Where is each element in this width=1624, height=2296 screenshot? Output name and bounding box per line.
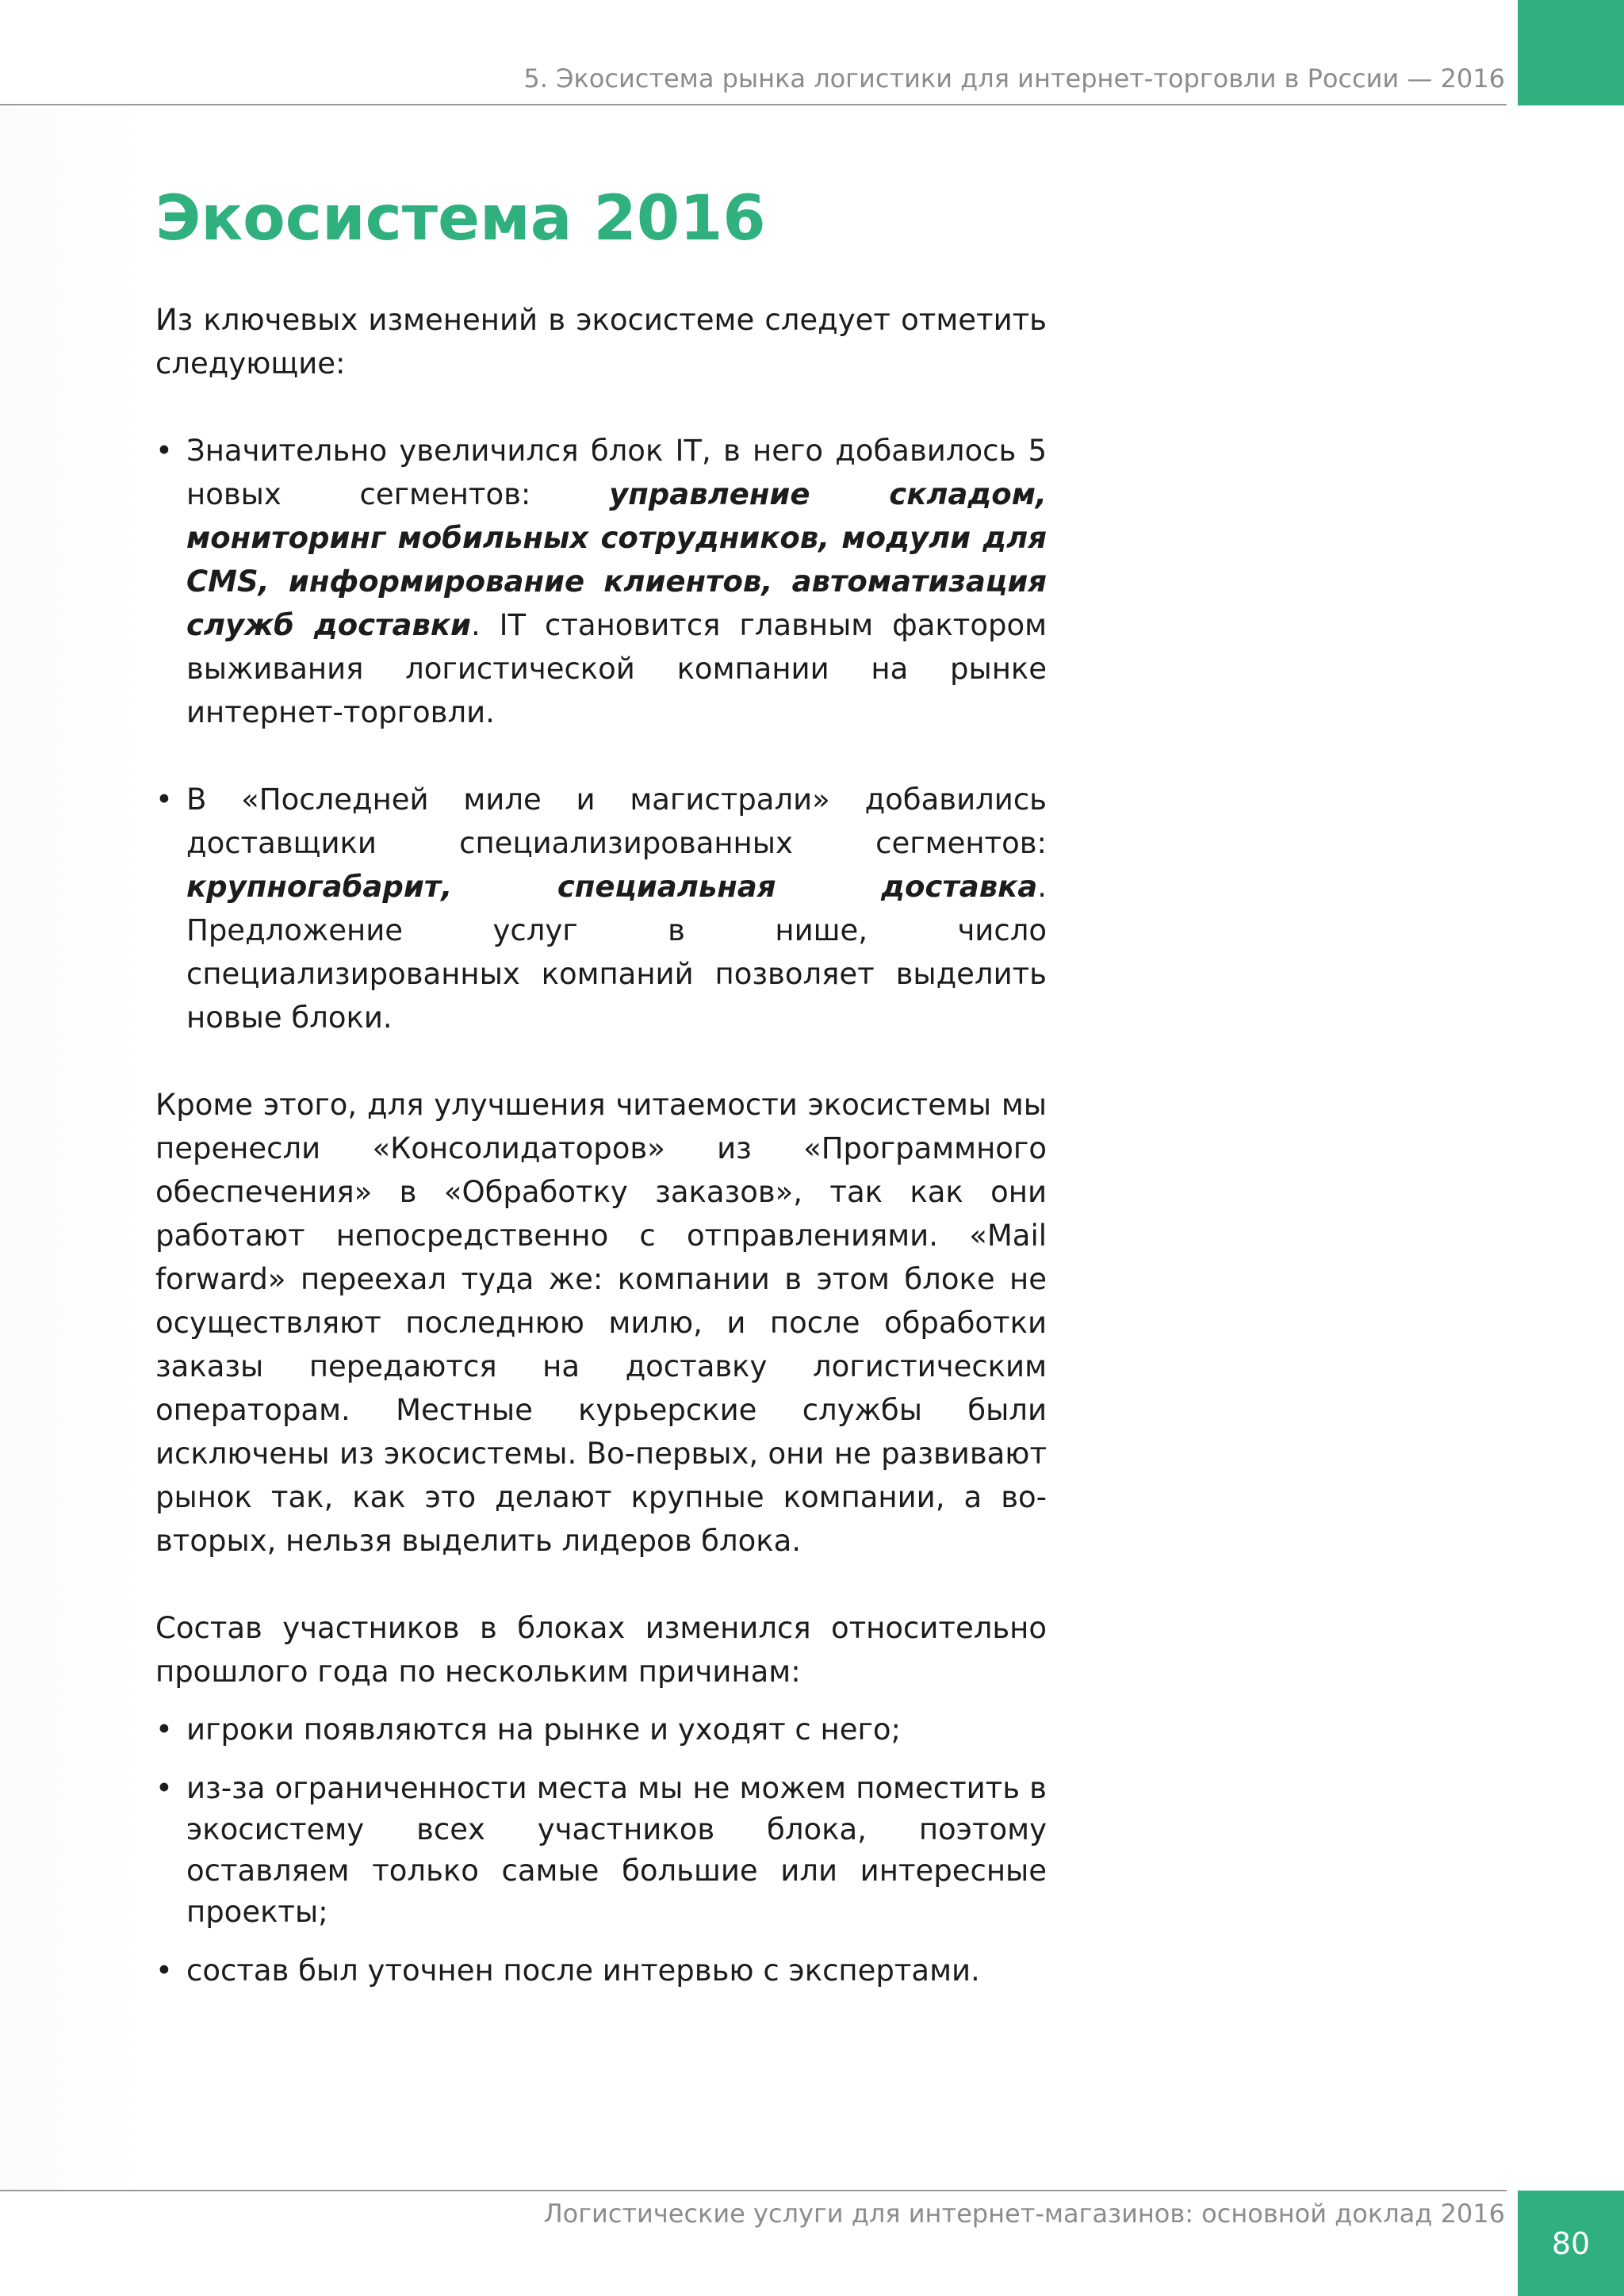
page-content [155,179,1047,2009]
page-title: Экосистема 2016 [155,183,766,254]
page-number-tab [1518,2191,1624,2296]
bullet-emphasis: управление складом, мониторинг мобильных сотрудников, модули для CMS, информирование клиентов, автоматизация служб доставки [186,477,1047,642]
intro-paragraph: Из ключевых изменений в экосистеме следует отметить следующие: [155,303,1047,381]
list-item: • состав был уточнен после интервью с экспертами. [155,1950,1047,1992]
header-divider [0,104,1507,105]
list-item [155,429,1047,734]
body-paragraph: Состав участников в блоках изменился относительно прошлого года по нескольким причинам: [155,1611,1047,1689]
reasons-list [155,1709,1047,1992]
footer-divider [0,2190,1507,2191]
bullet-text: Значительно увеличился блок IT, в него добавилось 5 новых сегментов: [186,434,1047,511]
list-item: • из-за ограниченности места мы не можем поместить в экосистему всех участников блока, поэтому оставляем только самые большие или интересные проекты; [155,1768,1047,1933]
list-item [155,778,1047,1039]
bullet-text: В «Последней миле и магистрали» добавились доставщики специализированных сегментов: [186,783,1047,860]
running-footer: Логистические услуги для интернет-магазинов: основной доклад 2016 [543,2198,1505,2229]
bullet-text: . Предложение услуг в нише, число специализированных компаний позволяет выделить новые блоки. [186,870,1047,1035]
body-paragraph: Кроме этого, для улучшения читаемости экосистемы мы перенесли «Консолидаторов» из «Программного обеспечения» в «Обработку заказов», так как они работают непосредственно с отправлениями. «Mail forward» переехал туда же: компании в этом блоке не осуществляют последнюю милю, и после обработки заказы передаются на доставку логистическим операторам. Местные курьерские службы были исключены из экосистемы. Во-первых, они не развивают рынок так, как это делают крупные компании, а во-вторых, нельзя выделить лидеров блока. [155,1088,1047,1558]
list-item: • игроки появляются на рынке и уходят с него; [155,1709,1047,1751]
page-margin-shade [0,106,144,2190]
running-header: 5. Экосистема рынка логистики для интернет-торговли в России — 2016 [523,63,1505,94]
bullet-text: . IT становится главным фактором выживания логистической компании на рынке интернет-торговли. [186,608,1047,729]
header-accent-tab [1518,0,1624,105]
changes-list [155,429,1047,1039]
bullet-emphasis: крупногабарит, специальная доставка [186,870,1038,904]
page-number: 80 [1551,2225,1591,2261]
